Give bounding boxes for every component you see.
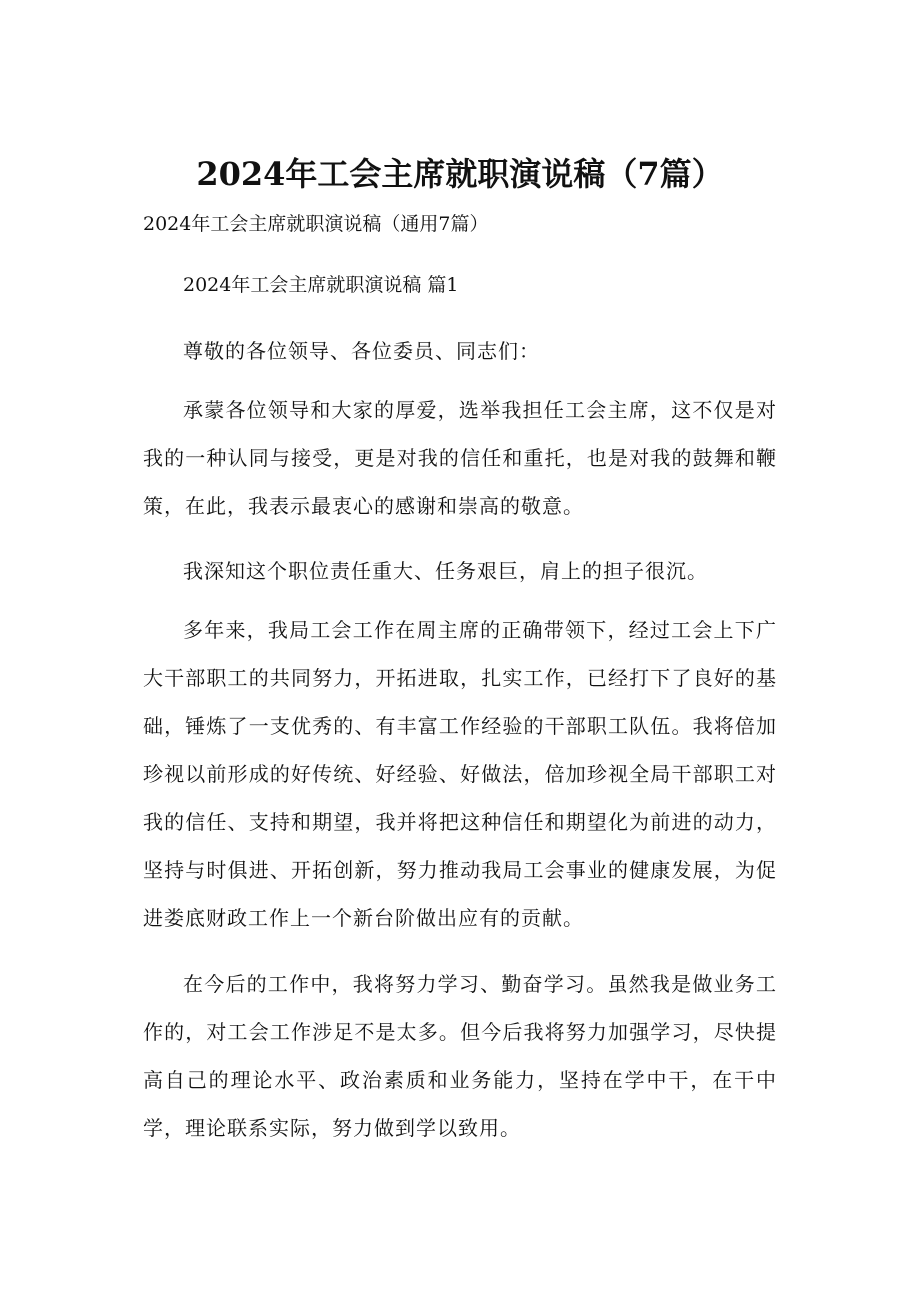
paragraph: 我深知这个职位责任重大、任务艰巨，肩上的担子很沉。	[183, 559, 708, 583]
section-heading: 2024年工会主席就职演说稿 篇1	[183, 274, 459, 296]
paragraph: 在今后的工作中，我将努力学习、勤奋学习。虽然我是做业务工作的，对工会工作涉足不是太多。但今后我将努力加强学习，尽快提高自己的理论水平、政治素质和业务能力，坚持在学中干，在干中学，理论联系实际，努力做到学以致用。	[143, 972, 777, 1140]
paragraph-greeting: 尊敬的各位领导、各位委员、同志们：	[183, 339, 540, 363]
paragraph: 多年来，我局工会工作在周主席的正确带领下，经过工会上下广大干部职工的共同努力，开拓进取，扎实工作，已经打下了良好的基础，锤炼了一支优秀的、有丰富工作经验的干部职工队伍。我将倍加珍视以前形成的好传统、好经验、好做法，倍加珍视全局干部职工对我的信任、支持和期望，我并将把这种信任和期望化为前进的动力，坚持与时俱进、开拓创新，努力推动我局工会事业的健康发展，为促进娄底财政工作上一个新台阶做出应有的贡献。	[143, 618, 777, 930]
paragraph: 承蒙各位领导和大家的厚爱，选举我担任工会主席，这不仅是对我的一种认同与接受，更是对我的信任和重托，也是对我的鼓舞和鞭策，在此，我表示最衷心的感谢和崇高的敬意。	[143, 398, 777, 518]
document-title: 2024年工会主席就职演说稿（7篇）	[196, 155, 724, 193]
document-subtitle: 2024年工会主席就职演说稿（通用7篇）	[143, 213, 489, 235]
